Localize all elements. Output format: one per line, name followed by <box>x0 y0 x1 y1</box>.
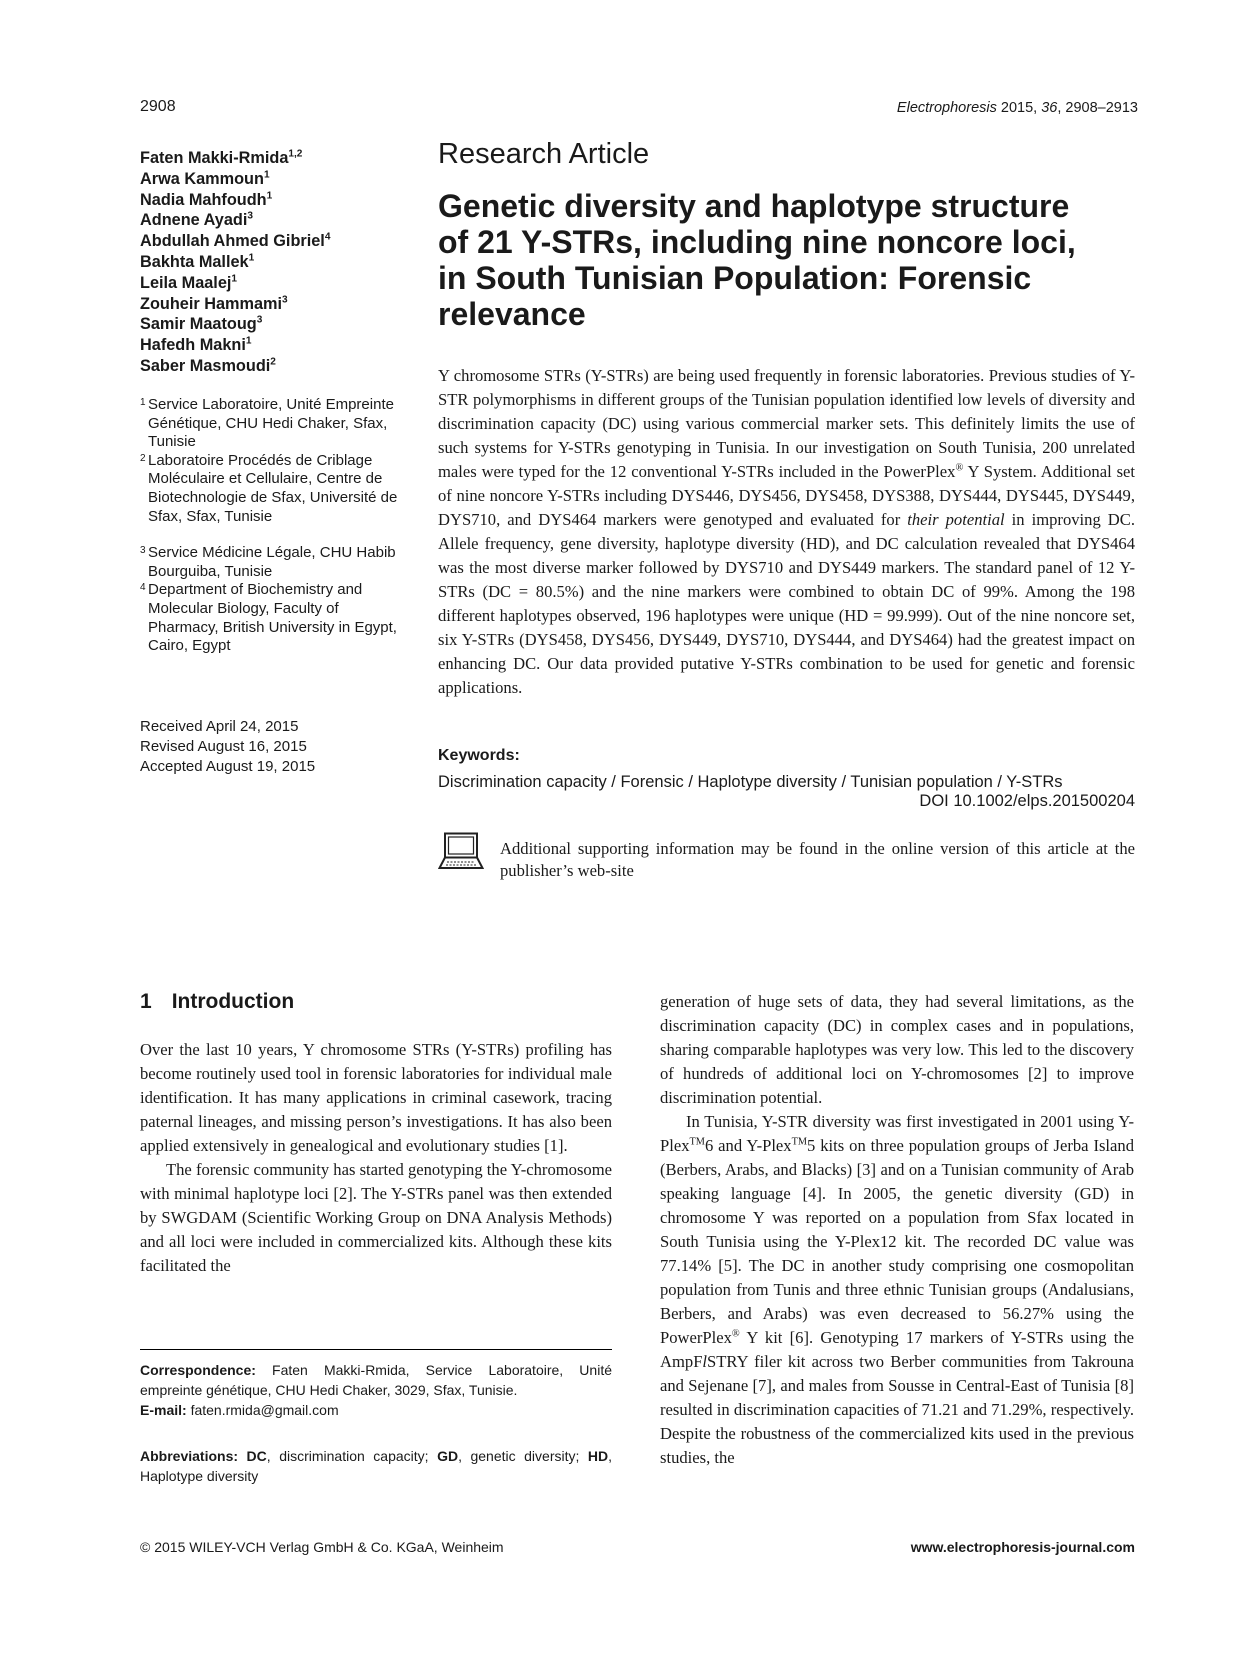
abstract: Y chromosome STRs (Y-STRs) are being used frequently in forensic laboratories. Previous studies of Y-STR polymorphisms in different groups of the Tunisian population identified low levels of diversity and discrimination capacity (DC) using various commercial marker sets. This definitely limits the use of such systems for Y-STRs genotyping in Tunisia. In our investigation on South Tunisia, 200 unrelated males were typed for the 12 conventional Y-STRs included in the PowerPlex® Y System. Additional set of nine noncore Y-STRs including DYS446, DYS456, DYS458, DYS388, DYS444, DYS445, DYS449, DYS710, and DYS464 markers were genotyped and evaluated for their potential in improving DC. Allele frequency, gene diversity, haplotype diversity (HD), and DC calculation revealed that DYS464 was the most diverse marker followed by DYS710 and DYS449 markers. The standard panel of 12 Y-STRs (DC = 80.5%) and the nine markers were combined to obtain DC of 99%. Among the 198 different haplotypes observed, 196 haplotypes were unique (HD = 99.999). Out of the nine noncore set, six Y-STRs (DYS458, DYS456, DYS449, DYS710, DYS444, and DYS464) had the greatest impact on enhancing DC. Our data provided putative Y-STRs combination to be used for genetic and forensic applications. <box>438 366 1135 697</box>
body-column-right <box>660 990 1134 1470</box>
author: Samir Maatoug$^3$ <box>140 314 263 334</box>
affiliation: 3 Service Médicine Légale, CHU Habib Bourguiba, Tunisie <box>140 544 396 580</box>
supporting-info-note: Additional supporting information may be found in the online version of this article at the publisher’s web-site <box>500 839 1135 880</box>
paragraph: Over the last 10 years, Y chromosome STRs (Y-STRs) profiling has become routinely used tool in forensic laboratories for individual male identification. It has many applications in criminal casework, tracing paternal lineages, and missing person’s investigations. It has also been applied extensively in genealogical and evolutionary studies [1]. <box>140 1040 612 1155</box>
paragraph: The forensic community has started genotyping the Y-chromosome with minimal haplotype loci [2]. The Y-STRs panel was then extended by SWGDAM (Scientific Working Group on DNA Analysis Methods) and all loci were included in commercialized kits. Although these kits facilitated the <box>140 1160 612 1275</box>
received-date: Received April 24, 2015 <box>140 718 299 735</box>
article-title <box>438 188 1118 332</box>
footnote-divider <box>140 1349 612 1350</box>
author: Bakhta Mallek$^1$ <box>140 252 255 271</box>
title-line: of 21 Y-STRs, including nine noncore loci, <box>438 224 1076 260</box>
correspondence-note: Correspondence: Faten Makki-Rmida, Service Laboratoire, Unité empreinte génétique, CHU Hedi Chaker, 3029, Sfax, Tunisie. E-mail: faten.rmida@gmail.com <box>140 1362 612 1418</box>
title-line: in South Tunisian Population: Forensic <box>438 260 1032 296</box>
keywords-heading: Keywords: <box>438 747 520 764</box>
author: Nadia Mahfoudh$^1$ <box>140 190 273 209</box>
title-line: Genetic diversity and haplotype structure <box>438 188 1070 224</box>
revised-date: Revised August 16, 2015 <box>140 738 307 755</box>
affiliation-list <box>140 396 405 656</box>
affiliation: 1 Service Laboratoire, Unité Empreinte Génétique, CHU Hedi Chaker, Sfax, Tunisie <box>140 396 394 451</box>
article-dates <box>140 717 315 777</box>
author: Adnene Ayadi$^3$ <box>140 210 253 230</box>
journal-citation: Electrophoresis 2015, 36, 2908–2913 <box>896 100 1138 116</box>
author: Hafedh Makni$^1$ <box>140 335 252 355</box>
journal-name: Electrophoresis <box>896 100 997 116</box>
author: Leila Maalej$^1$ <box>140 273 238 292</box>
copyright-notice: © 2015 WILEY-VCH Verlag GmbH & Co. KGaA, Weinheim <box>140 1539 504 1555</box>
page-number: 2908 <box>140 98 176 115</box>
email-link[interactable]: faten.rmida@gmail.com <box>186 1402 339 1418</box>
affiliation: 4 Department of Biochemistry and Molecular Biology, Faculty of Pharmacy, British University in Egypt, Cairo, Egypt <box>140 581 397 655</box>
author: Abdullah Ahmed Gibriel$^4$ <box>140 231 331 251</box>
article-type: Research Article <box>438 138 650 170</box>
journal-year: 2015 <box>1000 100 1034 116</box>
paragraph: generation of huge sets of data, they had several limitations, as the discrimination capacity (DC) in complex cases and in populations, sharing comparable haplotypes was very low. This led to the discovery of hundreds of additional loci on Y-chromosomes [2] to improve discrimination potential. <box>660 992 1134 1107</box>
author: Faten Makki-Rmida$^{1,2}$ <box>140 148 303 167</box>
body-column-left <box>140 1038 612 1278</box>
author-list <box>140 148 390 377</box>
author: Zouheir Hammami$^3$ <box>140 294 288 313</box>
author: Saber Masmoudi$^2$ <box>140 356 276 375</box>
accepted-date: Accepted August 19, 2015 <box>140 758 316 775</box>
doi[interactable]: DOI 10.1002/elps.201500204 <box>919 792 1135 810</box>
title-line: relevance <box>438 296 586 332</box>
journal-website-link[interactable]: www.electrophoresis-journal.com <box>910 1539 1135 1555</box>
journal-volume: 36 <box>1041 100 1058 116</box>
journal-pages: 2908–2913 <box>1065 100 1138 116</box>
paragraph: In Tunisia, Y-STR diversity was first investigated in 2001 using Y-Plex™6 and Y-Plex™5 kits on three population groups of Jerba Island (Berbers, Arabs, and Blacks) [3] and on a Tunisian community of Arab speaking language [4]. In 2005, the genetic diversity (GD) in chromosome Y was reported on a population from Sfax located in South Tunisia using the Y-Plex12 kit. The recorded DC value was 77.14% [5]. The DC in another study comprising one cosmopolitan population from Tunis and three ethnic Tunisian groups (Andalusians, Berbers, and Arabs) was even decreased to 56.27% using the PowerPlex® Y kit [6]. Genotyping 17 markers of Y-STRs using the AmpFlSTRY filer kit across two Berber communities from Takrouna and Sejenane [7], and males from Sousse in Central-East of Tunisia [8] resulted in discrimination capacities of 71.21 and 71.29%, respectively. Despite the robustness of the commercialized kits used in the previous studies, the <box>660 1112 1134 1467</box>
keywords-list: Discrimination capacity / Forensic / Haplotype diversity / Tunisian population / Y-STRs <box>438 773 1063 791</box>
affiliation: 2 Laboratoire Procédés de Criblage Moléculaire et Cellulaire, Centre de Biotechnologie de Sfax, Université de Sfax, Sfax, Tunisie <box>140 451 398 525</box>
computer-icon <box>438 832 484 879</box>
author: Arwa Kammoun$^1$ <box>140 169 270 188</box>
section-heading-introduction: 1 Introduction <box>140 990 295 1013</box>
abbreviations-note: Abbreviations: DC, discrimination capacity; GD, genetic diversity; HD, Haplotype diversity <box>140 1448 613 1484</box>
